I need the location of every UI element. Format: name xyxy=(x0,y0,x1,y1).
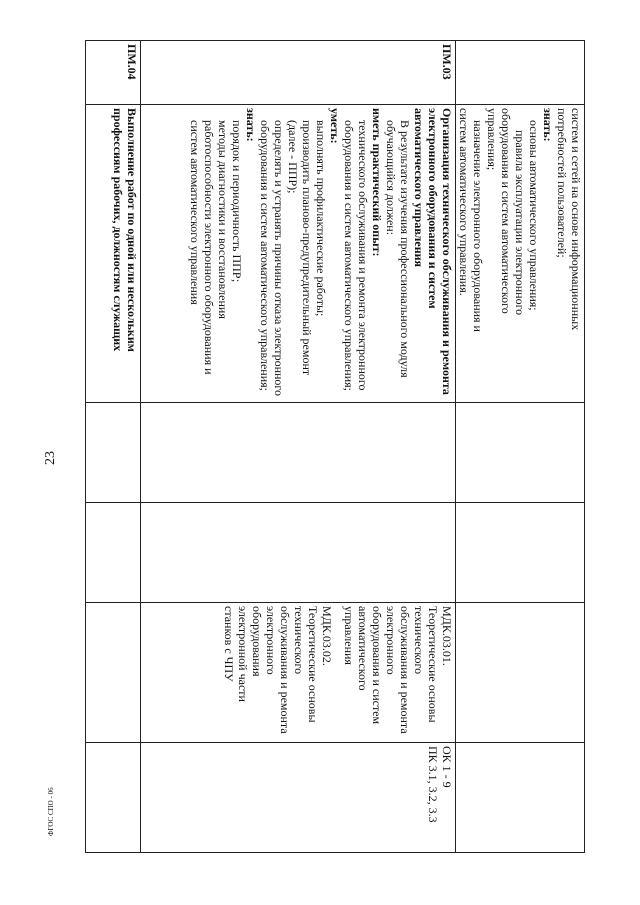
cont-line: систем автоматического управления. xyxy=(457,108,471,296)
pm03-can-item: выполнять профилактические работы; xyxy=(314,120,328,317)
pm03-can-item: определять и устранять причины отказа электронного оборудования и систем автоматического управления; xyxy=(258,120,286,397)
pm03-title: Организация технического обслуживания и ремонта электронного оборудования и систем автоматического управления xyxy=(412,108,454,395)
pm03-mdk1: МДК.03.01. Теоретические основы технического обслуживания и ремонта электронного оборудования и систем автоматического управления xyxy=(342,606,454,734)
table-row-pm03 xyxy=(141,41,456,853)
pm03-know-item: порядок и периодичность ППР; xyxy=(230,120,244,283)
cell-empty xyxy=(141,503,456,603)
cell-code-empty xyxy=(456,41,585,105)
pm04-code: ПМ.04 xyxy=(86,41,141,105)
cell-empty xyxy=(86,743,141,853)
pm03-know-label: знать: xyxy=(244,108,258,142)
pm03-code: ПМ.03 xyxy=(141,41,456,105)
cont-line: оборудования и систем автоматического xyxy=(499,108,513,314)
pm03-can-label: уметь: xyxy=(328,108,342,144)
cell-empty xyxy=(456,503,585,603)
cell-empty xyxy=(86,603,141,743)
cell-empty xyxy=(456,603,585,743)
cell-empty xyxy=(86,403,141,503)
pm03-intro: В результате изучения профессионального модуля обучающийся должен: xyxy=(384,120,412,378)
cell-empty xyxy=(456,403,585,503)
cont-line: назначение электронного оборудования и xyxy=(471,120,485,332)
pm03-pk: ПК 3.1, 3.2, 3.3 xyxy=(426,746,440,823)
table-row-continuation xyxy=(456,41,585,853)
pm03-mdk2: МДК.03.02. Теоретические основы технического обслуживания и ремонта электронного оборудования электронной части станков с ЧПУ xyxy=(222,606,334,734)
cont-line: потребностей пользователей; xyxy=(555,108,569,258)
cont-line: систем и сетей на основе информационных xyxy=(569,108,583,331)
cont-know-label: знать: xyxy=(541,108,555,142)
cont-line: правила эксплуатации электронного xyxy=(513,130,527,316)
pm04-title: Выполнение работ по одной или нескольким профессиям рабочих, должностям служащих xyxy=(86,105,141,403)
pm03-know-item: методы диагностики и восстановления работоспособности электронного оборудования и систем автоматического управления xyxy=(188,120,230,375)
pm03-can-item: производить планово-предупредительный ремонт (далее - ППР); xyxy=(286,120,314,376)
cont-line: основы автоматического управления; xyxy=(527,120,541,311)
spacer xyxy=(334,606,342,739)
rotated-table-wrapper xyxy=(85,40,585,852)
pm03-content xyxy=(141,105,456,403)
cont-line: управления; xyxy=(485,108,499,171)
cell-empty xyxy=(456,743,585,853)
page-number: 23 xyxy=(43,451,58,465)
cell-continuation-text xyxy=(456,105,585,403)
curriculum-table xyxy=(85,40,585,853)
table-row-pm04 xyxy=(86,41,141,853)
pm03-ok: ОК 1 - 9 xyxy=(440,746,454,788)
pm03-competencies xyxy=(141,743,456,853)
pm03-mdk xyxy=(141,603,456,743)
pm03-exp-label: иметь практический опыт: xyxy=(370,108,384,257)
pm03-exp-text: технического обслуживания и ремонта электронного оборудования и систем автоматического управления; xyxy=(342,120,370,391)
cell-empty xyxy=(86,503,141,603)
footer-label: ФГОС СПО - 06 xyxy=(47,787,55,836)
cell-empty xyxy=(141,403,456,503)
